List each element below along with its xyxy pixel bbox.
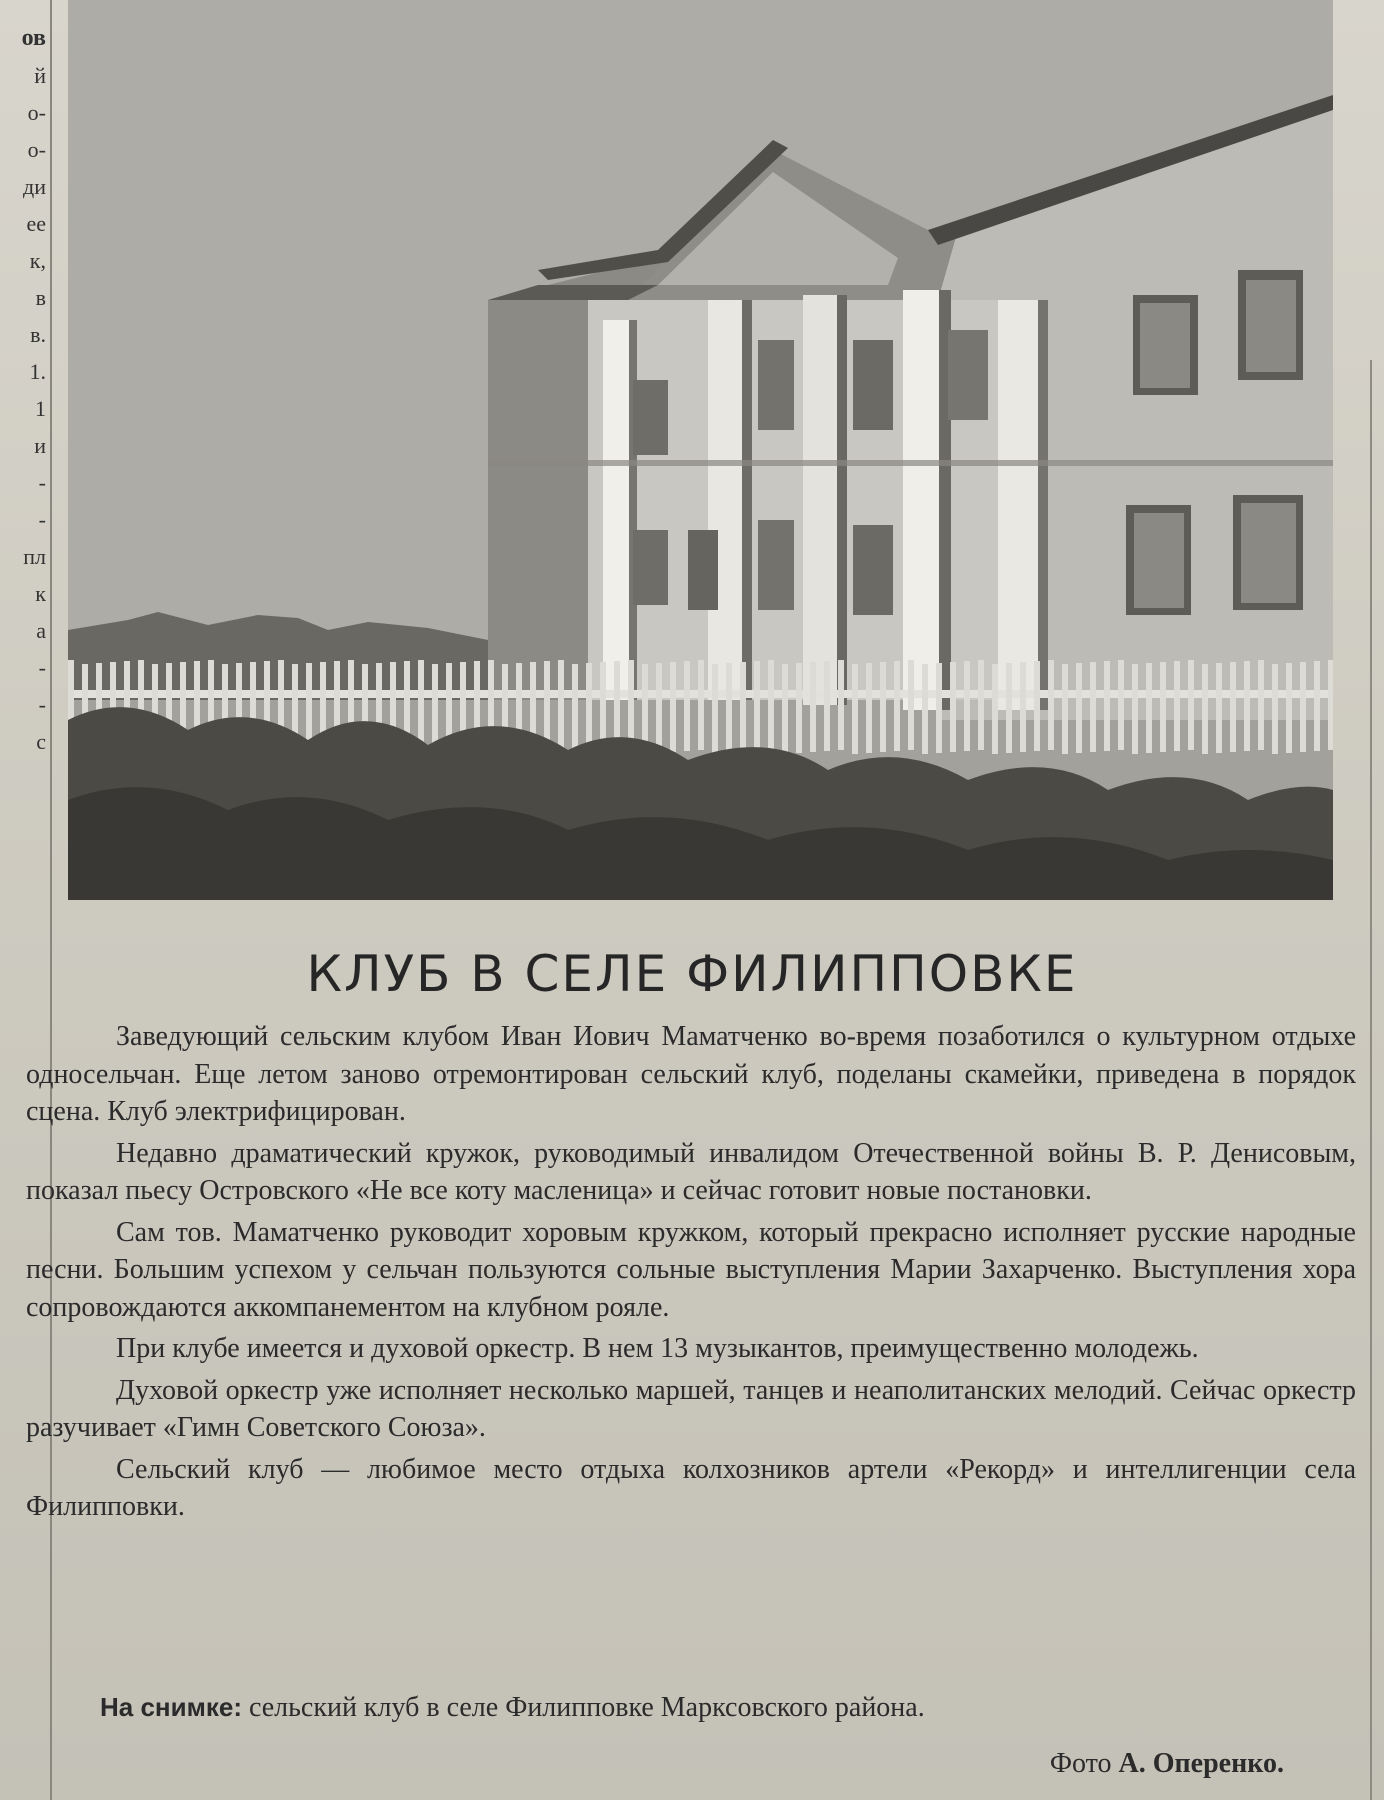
fence-picket: [978, 660, 984, 750]
fragment-line: к,: [29, 248, 46, 273]
fence-picket: [1188, 660, 1194, 750]
article-paragraph: Заведующий сельским клубом Иван Иович Маматченко во-время позаботился о культурном отдыхе односельчан. Еще летом заново отремонтирован сельский клуб, поделаны скамейки, приведена в порядок сцена. Клуб электрифицирован.: [26, 1021, 1356, 1127]
fence-picket: [1258, 660, 1264, 750]
fence-picket: [1174, 661, 1180, 751]
fragment-line: й: [34, 63, 46, 88]
fence-picket: [1328, 660, 1333, 750]
caption-label: На снимке:: [100, 1692, 242, 1722]
fence-picket: [1314, 661, 1320, 751]
club-building-photo: [68, 0, 1333, 900]
fence-picket: [1244, 661, 1250, 751]
fence-picket: [852, 664, 858, 754]
fence-picket: [1090, 662, 1096, 752]
fragment-line: 1.: [29, 359, 46, 384]
fence-picket: [1062, 664, 1068, 754]
article-paragraph: Сам тов. Маматченко руководит хоровым кружком, который прекрасно исполняет русские народные песни. Большим успехом у сельчан пользуются сольные выступления Марии Захарченко. Выступления хора сопровождаются аккомпанементом на клубном рояле.: [26, 1216, 1356, 1323]
fence-picket: [838, 660, 844, 750]
article-paragraph: При клубе имеется и духовой оркестр. В нем 13 музыкантов, преимущественно молодежь.: [116, 1333, 1199, 1364]
fence-picket: [1104, 661, 1110, 751]
fence-picket: [1034, 661, 1040, 751]
fence-picket: [628, 660, 634, 750]
photo-credit: [1050, 1748, 1284, 1780]
fragment-line: ее: [26, 211, 46, 236]
fence-picket: [908, 660, 914, 750]
fence-picket: [1202, 664, 1208, 754]
fragment-line: 1: [35, 396, 46, 421]
fence-picket: [950, 662, 956, 752]
fence-picket: [726, 663, 732, 753]
fragment-line: о-: [27, 100, 46, 125]
fence-picket: [586, 663, 592, 753]
fence-picket: [1216, 663, 1222, 753]
article-body: [26, 1018, 1356, 1530]
fence-picket: [1230, 662, 1236, 752]
fence-picket: [894, 661, 900, 751]
article-title: КЛУБ В СЕЛЕ ФИЛИППОВКЕ: [306, 945, 1078, 1003]
fence-picket: [796, 663, 802, 753]
fence-picket: [1160, 662, 1166, 752]
fence-picket: [824, 661, 830, 751]
fence-picket: [1300, 662, 1306, 752]
fence-picket: [866, 663, 872, 753]
fence-picket: [670, 662, 676, 752]
article-paragraph: Недавно драматический кружок, руководимый инвалидом Отечественной войны В. Р. Денисовым, показал пьесу Островского «Не все коту масленица» и сейчас готовит новые постановки.: [26, 1137, 1356, 1206]
fence-picket: [558, 660, 564, 750]
fragment-line: -: [38, 692, 46, 717]
fence-picket: [712, 664, 718, 754]
fence-picket: [754, 661, 760, 751]
credit-author: А. Оперенко.: [1118, 1748, 1284, 1779]
fence-picket: [1286, 663, 1292, 753]
fence-picket: [572, 664, 578, 754]
fragment-line: -: [38, 470, 46, 495]
fragment-line: -: [38, 655, 46, 680]
fence-picket: [1132, 664, 1138, 754]
fence-picket: [1118, 660, 1124, 750]
fragment-line: о-: [27, 137, 46, 162]
fragment-line: а: [36, 618, 46, 643]
fence-picket: [880, 662, 886, 752]
fence-picket: [992, 664, 998, 754]
fence-picket: [656, 663, 662, 753]
fence-picket: [964, 661, 970, 751]
fence-picket: [698, 660, 704, 750]
fence-picket: [1076, 663, 1082, 753]
fence-picket: [1006, 663, 1012, 753]
fence-picket: [1146, 663, 1152, 753]
fence-picket: [740, 662, 746, 752]
column-rule: [50, 0, 52, 1800]
fence-picket: [810, 662, 816, 752]
fragment-line: -: [38, 507, 46, 532]
fragment-line: в: [35, 285, 46, 310]
caption-text: сельский клуб в селе Филипповке Марксовского района.: [241, 1692, 925, 1723]
article-paragraph: Духовой оркестр уже исполняет несколько маршей, танцев и неаполитанских мелодий. Сейчас оркестр разучивает «Гимн Советского Союза».: [26, 1374, 1356, 1443]
fence-picket: [936, 663, 942, 753]
fence-picket: [1020, 662, 1026, 752]
fragment-line: ди: [23, 174, 46, 199]
article-paragraph: Сельский клуб — любимое место отдыха колхозников артели «Рекорд» и интеллигенции села Филипповки.: [26, 1453, 1356, 1522]
fence-picket: [922, 664, 928, 754]
fragment-line: пл: [23, 544, 46, 569]
column-rule-right: [1370, 360, 1372, 1800]
fragment-line: ов: [21, 25, 46, 51]
fence-picket: [418, 660, 424, 750]
fragment-line: с: [36, 729, 46, 754]
fence-picket: [1048, 660, 1054, 750]
adjacent-column-fragment: [0, 20, 46, 754]
fragment-line: и: [34, 433, 46, 458]
fragment-line: в.: [30, 322, 46, 347]
credit-prefix: Фото: [1049, 1748, 1119, 1779]
photo-caption: [100, 1692, 1350, 1724]
fence-picket: [782, 664, 788, 754]
fence-picket: [1272, 664, 1278, 754]
fence-picket: [684, 661, 690, 751]
fragment-line: к: [35, 581, 46, 606]
fence-picket: [768, 660, 774, 750]
